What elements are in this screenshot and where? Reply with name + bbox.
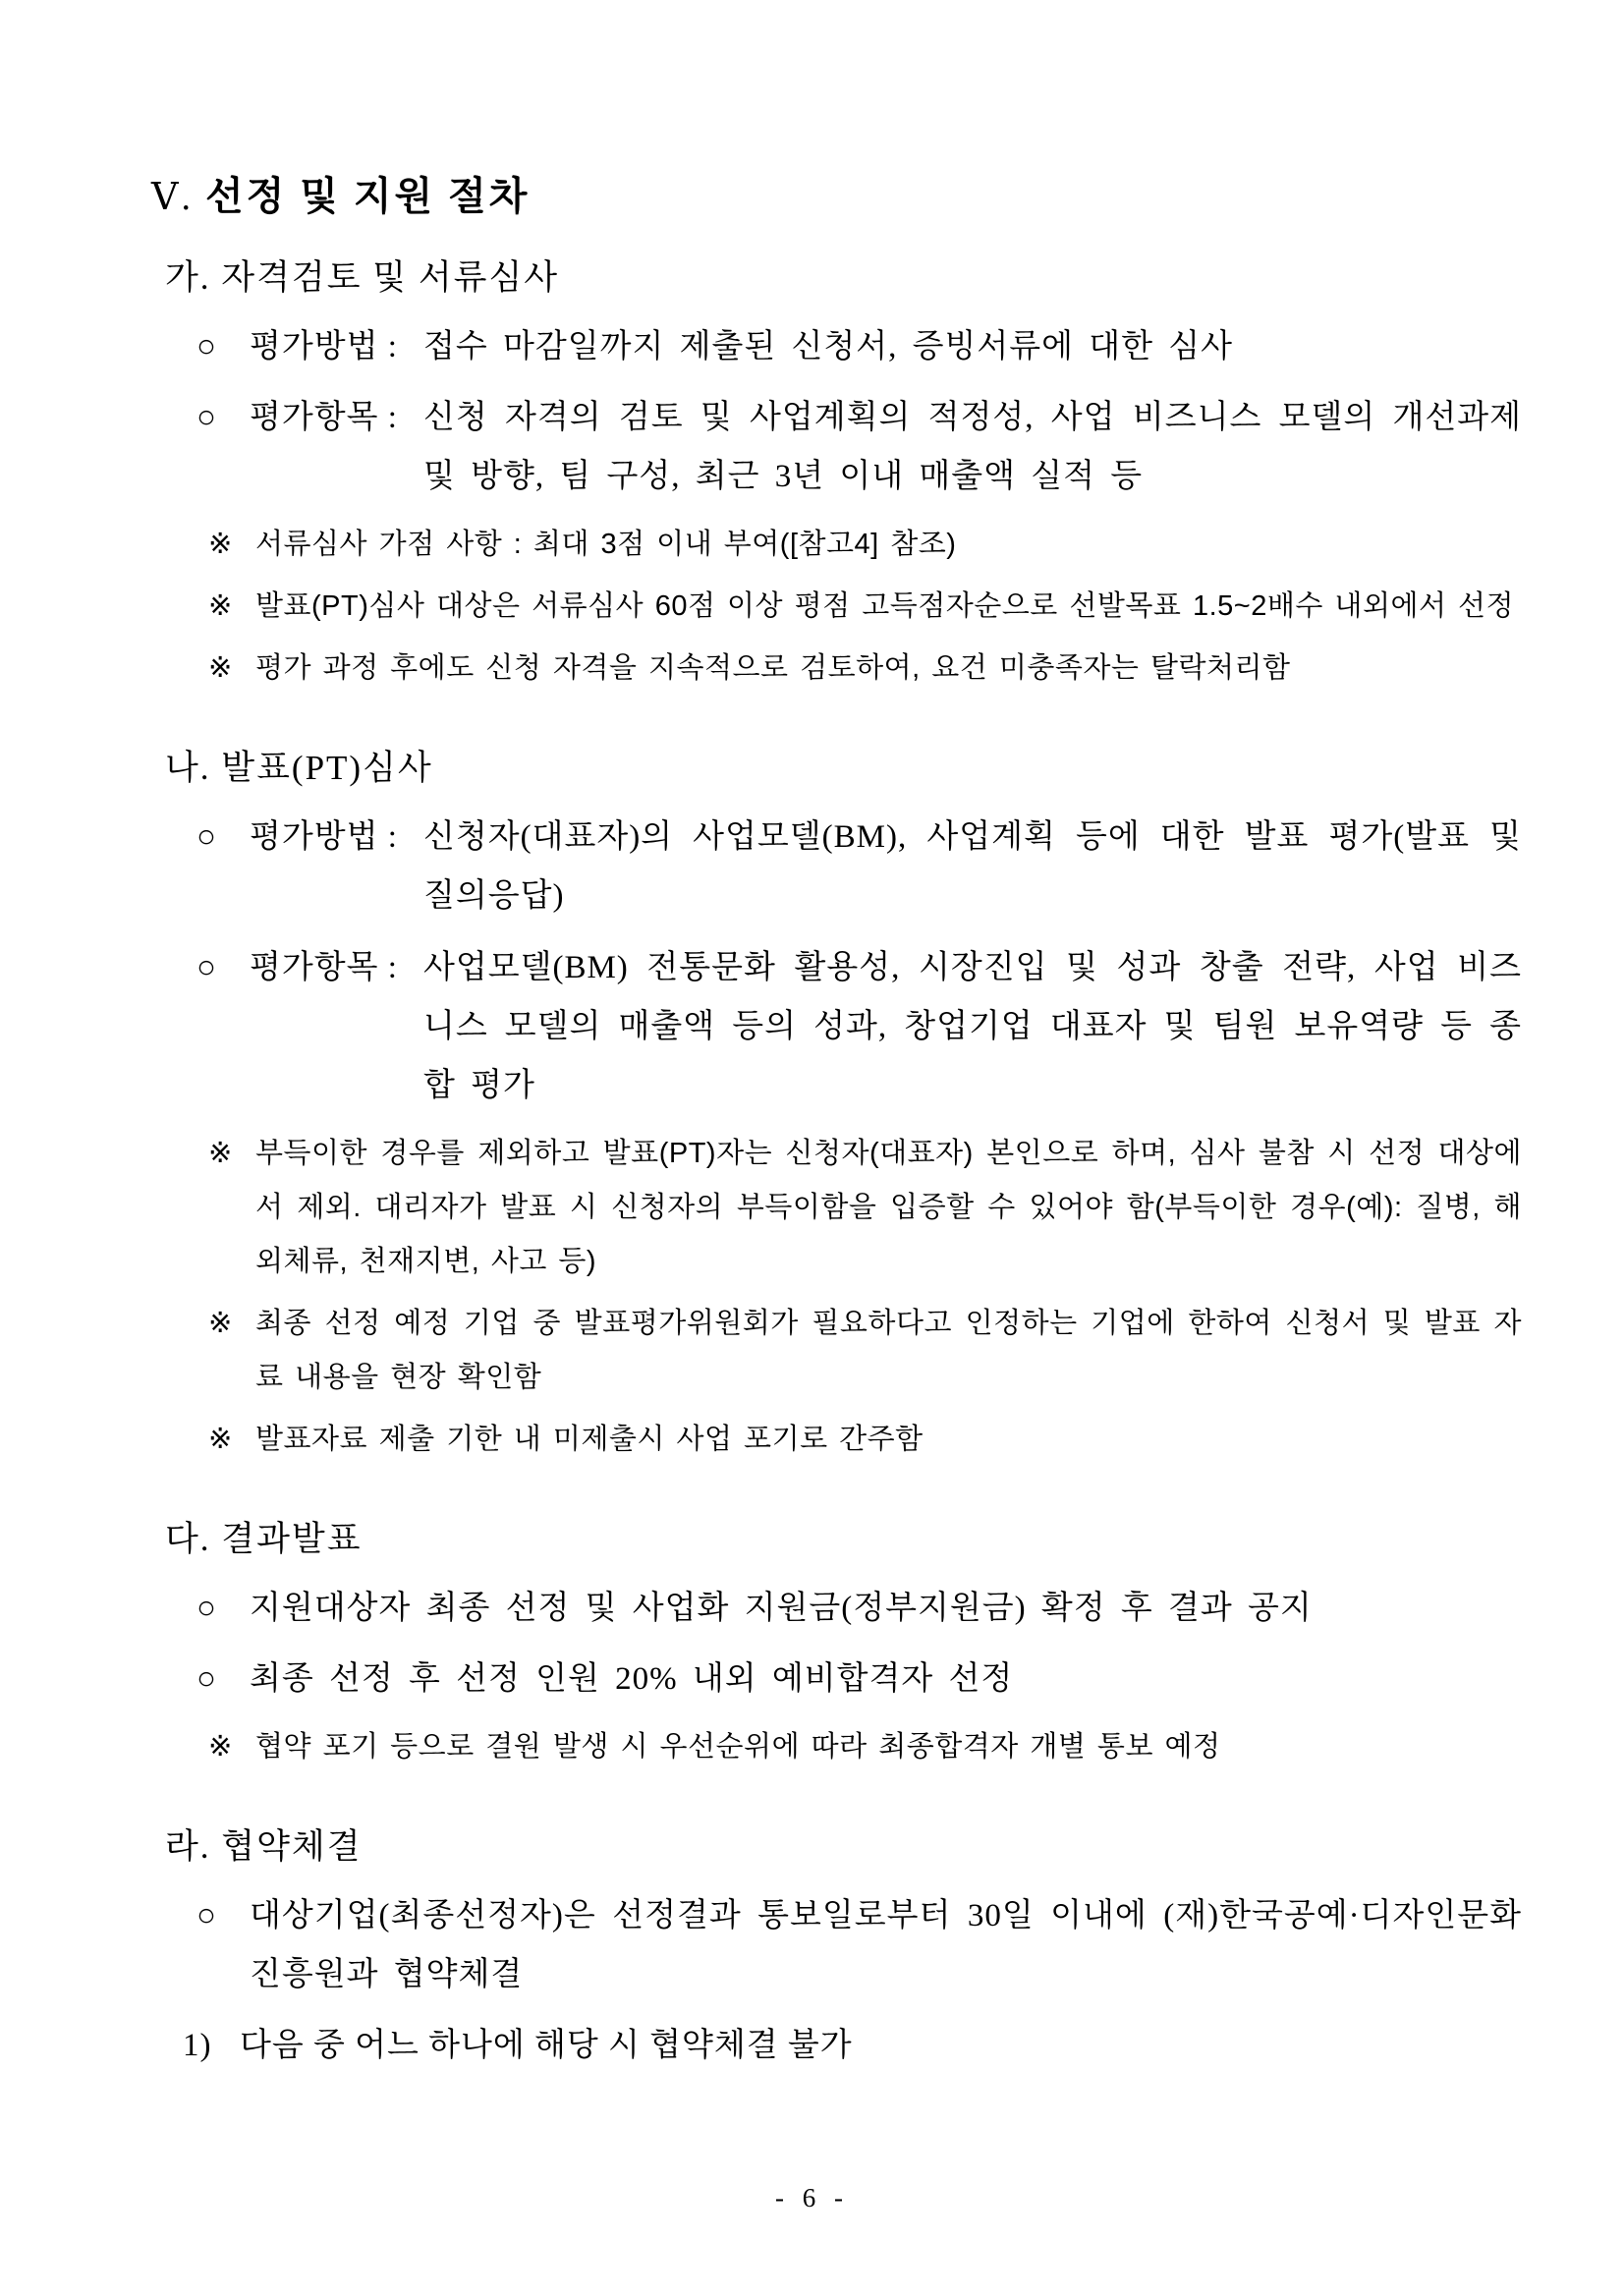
bullet-text: 접수 마감일까지 제출된 신청서, 증빙서류에 대한 심사 — [422, 329, 1234, 364]
note-text: 평가 과정 후에도 신청 자격을 지속적으로 검토하여, 요건 미충족자는 탈락처리함 — [255, 652, 1291, 685]
note-item — [208, 1127, 1522, 1289]
bullet-text: 신청 자격의 검토 및 사업계획의 적정성, 사업 비즈니스 모델의 개선과제 및 방향, 팀 구성, 최근 3년 이내 매출액 실적 등 — [422, 400, 1522, 495]
circle-bullet-icon: ○ — [196, 949, 217, 985]
circle-bullet-icon: ○ — [196, 400, 217, 436]
section-qualification-review — [147, 251, 1522, 696]
note-item — [208, 1413, 1522, 1467]
bullet-item — [196, 1886, 1522, 2004]
bullet-item — [196, 1650, 1522, 1708]
bullet-item — [196, 317, 1522, 376]
bullet-label: 평가항목 : — [250, 949, 398, 985]
bullet-text: 지원대상자 최종 선정 및 사업화 지원금(정부지원금) 확정 후 결과 공지 — [250, 1591, 1313, 1627]
circle-bullet-icon: ○ — [196, 329, 217, 364]
note-text: 최종 선정 예정 기업 중 발표평가위원회가 필요하다고 인정하는 기업에 한하여 신청서 및 발표 자료 내용을 현장 확인함 — [255, 1307, 1522, 1394]
section-pt-review — [147, 741, 1522, 1467]
page-number: - 6 - — [775, 2183, 849, 2212]
reference-mark-icon: ※ — [208, 1731, 233, 1764]
notes-group — [147, 1720, 1522, 1774]
reference-mark-icon: ※ — [208, 1424, 233, 1456]
item-number: 1) — [183, 2027, 212, 2063]
bullet-item — [196, 938, 1522, 1115]
reference-mark-icon: ※ — [208, 529, 233, 561]
title-text: 선정 및 지원 절차 — [204, 174, 531, 218]
note-text: 협약 포기 등으로 결원 발생 시 우선순위에 따라 최종합격자 개별 통보 예정 — [255, 1731, 1221, 1764]
note-text: 발표자료 제출 기한 내 미제출시 사업 포기로 간주함 — [255, 1424, 924, 1456]
note-item — [208, 518, 1522, 572]
section-heading: 다. 결과발표 — [165, 1520, 363, 1559]
note-text: 부득이한 경우를 제외하고 발표(PT)자는 신청자(대표자) 본인으로 하며, 심사 불참 시 선정 대상에서 제외. 대리자가 발표 시 신청자의 부득이함을 입증할 수 있어야 함(부득이한 경우(예): 질병, 해외체류, 천재지변, 사고 등) — [255, 1137, 1522, 1277]
note-item — [208, 1720, 1522, 1774]
section-agreement — [147, 1820, 1522, 2074]
reference-mark-icon: ※ — [208, 1307, 233, 1339]
bullet-text: 최종 선정 후 선정 인원 20% 내외 예비합격자 선정 — [250, 1661, 1014, 1698]
circle-bullet-icon: ○ — [196, 819, 217, 856]
bullet-label: 평가방법 : — [250, 329, 398, 364]
section-heading: 가. 자격검토 및 서류심사 — [165, 258, 560, 297]
circle-bullet-icon: ○ — [196, 1661, 217, 1698]
bullet-label: 평가방법 : — [250, 819, 398, 856]
section-result-announcement — [147, 1512, 1522, 1774]
reference-mark-icon: ※ — [208, 590, 233, 623]
section-heading: 라. 협약체결 — [165, 1827, 363, 1867]
circle-bullet-icon: ○ — [196, 1898, 217, 1934]
notes-group — [147, 1127, 1522, 1468]
note-text: 발표(PT)심사 대상은 서류심사 60점 이상 평점 고득점자순으로 선발목표 1.5~2배수 내외에서 선정 — [255, 590, 1515, 623]
page-title — [151, 165, 1522, 221]
bullet-text: 신청자(대표자)의 사업모델(BM), 사업계획 등에 대한 발표 평가(발표 및 질의응답) — [422, 819, 1522, 915]
bullet-text: 사업모델(BM) 전통문화 활용성, 시장진입 및 성과 창출 전략, 사업 비즈니스 모델의 매출액 등의 성과, 창업기업 대표자 및 팀원 보유역량 등 종합 평가 — [422, 949, 1522, 1103]
bullet-text: 대상기업(최종선정자)은 선정결과 통보일로부터 30일 이내에 (재)한국공예·디자인문화진흥원과 협약체결 — [250, 1898, 1522, 1993]
reference-mark-icon: ※ — [208, 652, 233, 685]
circle-bullet-icon: ○ — [196, 1591, 217, 1627]
bullet-item — [196, 808, 1522, 925]
bullet-item — [196, 1579, 1522, 1638]
numbered-text: 다음 중 어느 하나에 해당 시 협약체결 불가 — [240, 2027, 853, 2063]
numbered-item — [183, 2017, 1522, 2075]
notes-group — [147, 518, 1522, 696]
section-heading: 나. 발표(PT)심사 — [165, 749, 433, 788]
title-numeral: Ⅴ. — [151, 177, 194, 218]
bullet-label: 평가항목 : — [250, 400, 398, 436]
note-item — [208, 580, 1522, 634]
note-item — [208, 1297, 1522, 1405]
note-item — [208, 642, 1522, 696]
reference-mark-icon: ※ — [208, 1137, 233, 1169]
note-text: 서류심사 가점 사항 : 최대 3점 이내 부여([참고4] 참조) — [255, 529, 957, 561]
bullet-item — [196, 388, 1522, 506]
